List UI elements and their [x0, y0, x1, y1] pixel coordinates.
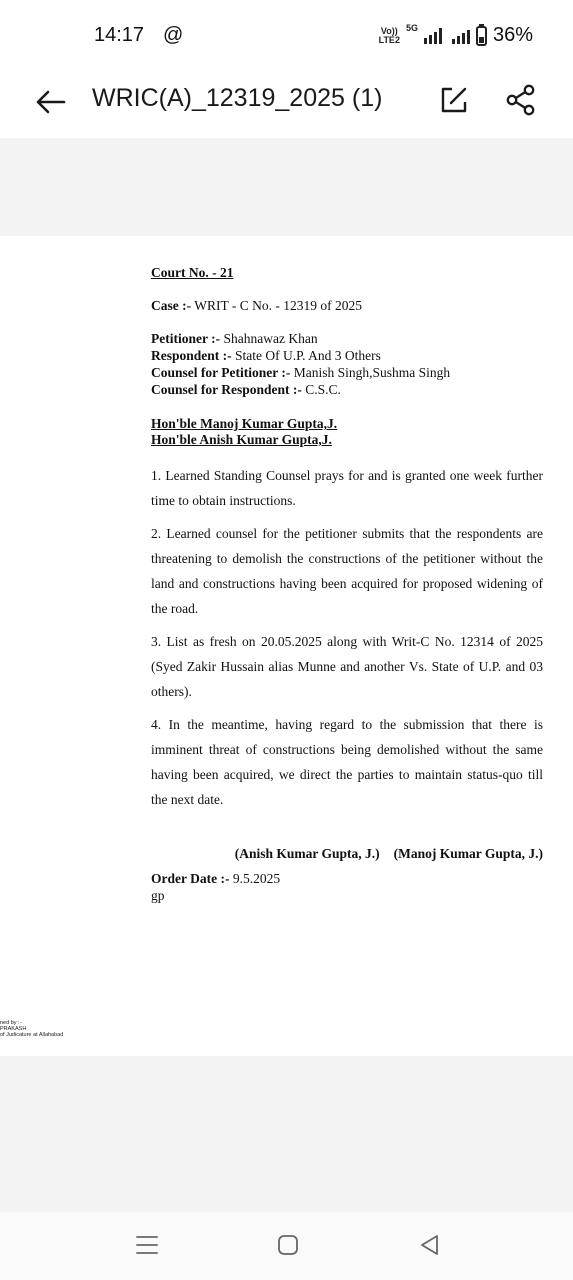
battery-icon — [476, 26, 487, 46]
share-button[interactable] — [503, 82, 539, 118]
back-arrow-icon — [30, 82, 70, 122]
volte-label-top: Vo)) — [380, 25, 398, 36]
case-label: Case :- — [151, 298, 192, 313]
digital-signature-block — [0, 1020, 63, 1038]
home-button[interactable] — [275, 1232, 301, 1258]
counsel-respondent-value: C.S.C. — [305, 382, 341, 397]
bench-judges — [151, 416, 337, 448]
notification-at-icon: @ — [163, 24, 184, 46]
case-value: WRIT - C No. - 12319 of 2025 — [194, 298, 363, 313]
document-title: WRIC(A)_12319_2025 (1) — [92, 84, 383, 112]
initials: gp — [151, 888, 165, 903]
nav-back-button[interactable] — [417, 1232, 443, 1258]
order-date-label: Order Date :- — [151, 871, 230, 886]
battery-percentage: 36% — [492, 24, 533, 46]
court-number: Court No. - 21 — [151, 265, 234, 280]
back-button[interactable] — [30, 82, 70, 122]
home-icon — [275, 1232, 301, 1258]
volte-icon — [379, 27, 400, 45]
judge-signatures — [235, 846, 543, 862]
petitioner-value: Shahnawaz Khan — [223, 331, 318, 346]
respondent-value: State Of U.P. And 3 Others — [235, 348, 381, 363]
order-date-line — [151, 871, 280, 887]
signature-1: (Anish Kumar Gupta, J.) — [234, 846, 380, 861]
case-line — [151, 298, 362, 314]
counsel-respondent-label: Counsel for Respondent :- — [151, 382, 302, 397]
navigation-bar — [0, 1212, 573, 1280]
petitioner-line — [151, 331, 318, 347]
respondent-line — [151, 348, 381, 364]
judge-1: Hon'ble Manoj Kumar Gupta,J. — [151, 416, 338, 431]
order-paragraph-3: 3. List as fresh on 20.05.2025 along with Writ-C No. 12314 of 2025 (Syed Zakir Hussain alias Munne and another Vs. State of U.P. and 03 others). — [151, 634, 543, 699]
volte-label-bottom: LTE2 — [378, 34, 400, 45]
status-indicators — [379, 24, 533, 47]
signal-strength-icon — [424, 28, 442, 44]
share-icon — [503, 82, 539, 118]
counsel-petitioner-line — [151, 365, 450, 381]
status-bar — [0, 0, 573, 70]
recents-button[interactable] — [134, 1232, 160, 1258]
order-paragraph-2: 2. Learned counsel for the petitioner submits that the respondents are threatening to demolish the constructions of the petitioner without the land and constructions having been acquired for proposed widening of the road. — [151, 526, 543, 616]
respondent-label: Respondent :- — [151, 348, 232, 363]
status-time: 14:17 — [94, 24, 145, 46]
edit-button[interactable] — [436, 82, 472, 118]
back-icon — [417, 1232, 443, 1258]
viewer-background-bottom — [0, 1056, 573, 1212]
signed-line-3: of Judicature at Allahabad — [0, 1032, 64, 1038]
order-paragraph-1: 1. Learned Standing Counsel prays for and is granted one week further time to obtain instructions. — [151, 468, 543, 508]
order-date-value: 9.5.2025 — [232, 871, 281, 886]
recents-icon — [134, 1232, 160, 1258]
edit-icon — [436, 82, 472, 118]
signed-line-1: ned by :- — [0, 1020, 22, 1026]
signed-line-2: PRAKASH — [0, 1026, 27, 1032]
signature-2: (Manoj Kumar Gupta, J.) — [393, 846, 543, 861]
petitioner-label: Petitioner :- — [151, 331, 221, 346]
counsel-respondent-line — [151, 382, 341, 398]
viewer-background-top — [0, 138, 573, 236]
signal-strength-icon-2 — [452, 28, 470, 44]
judge-2: Hon'ble Anish Kumar Gupta,J. — [151, 432, 332, 447]
app-bar — [0, 70, 573, 138]
counsel-petitioner-value: Manish Singh,Sushma Singh — [293, 365, 451, 380]
order-paragraph-4: 4. In the meantime, having regard to the submission that there is imminent threat of constructions being demolished without the same having been acquired, we direct the parties to maintain status-quo till the next date. — [151, 717, 543, 807]
network-type-label: 5G — [405, 22, 418, 33]
pdf-page — [0, 236, 573, 1056]
counsel-petitioner-label: Counsel for Petitioner :- — [151, 365, 291, 380]
